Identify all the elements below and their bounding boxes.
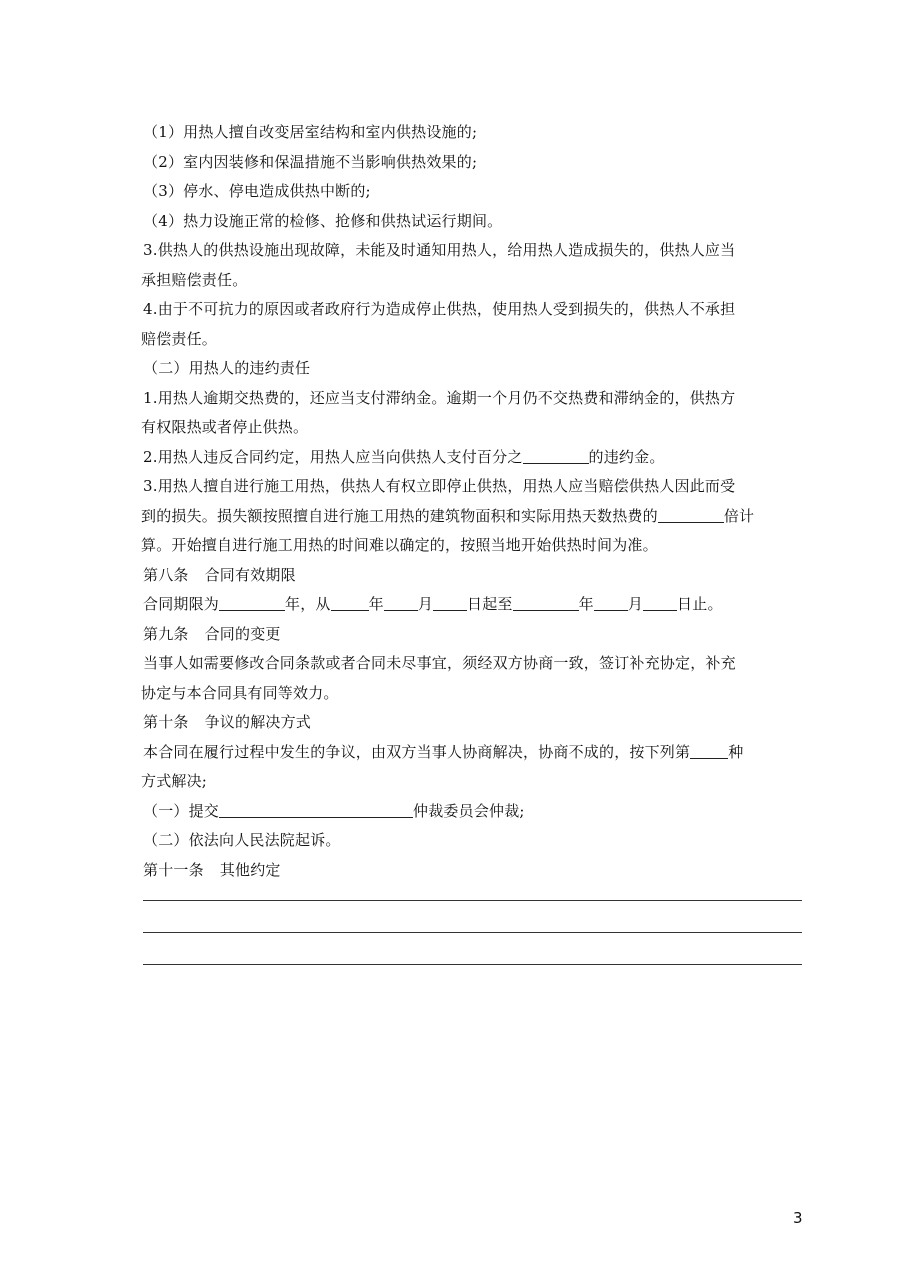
clause-line: （二）依法向人民法院起诉。: [143, 831, 341, 849]
article-heading: [143, 561, 803, 591]
clause-line: 3.用热人擅自进行施工用热，供热人有权立即停止供热，用热人应当赔偿供热人因此而受: [143, 477, 736, 495]
article-heading: [143, 856, 803, 886]
clause-text: 年: [368, 595, 384, 613]
clause-line: （4）热力设施正常的检修、抢修和供热试运行期间。: [143, 211, 503, 230]
clause-text: 的违约金。: [588, 447, 665, 466]
fill-in-line: [143, 964, 802, 965]
article-number: 第十条: [143, 713, 189, 731]
clause-text: 倍计: [723, 506, 755, 525]
clause-line: 1.用热人逾期交热费的，还应当支付滞纳金。逾期一个月仍不交热费和滞纳金的，供热方: [143, 388, 736, 407]
clause-line: （2）室内因装修和保温措施不当影响供热效果的;: [143, 152, 478, 171]
clause-text: 到的损失。损失额按照擅自进行施工用热的建筑物面积和实际用热天数热费的: [141, 506, 658, 525]
blank-arbitration: [219, 801, 413, 818]
blank-start-month: [384, 594, 418, 611]
blank-end-month: [594, 594, 628, 611]
clause-line: （3）停水、停电造成供热中断的;: [143, 182, 371, 200]
blank-percent: [523, 447, 589, 464]
document-body: [143, 118, 803, 885]
article-title: 争议的解决方式: [204, 713, 312, 731]
clause-text: 本合同在履行过程中发生的争议，由双方当事人协商解决，协商不成的，按下列第: [143, 742, 691, 761]
page-number: 3: [793, 1209, 803, 1227]
clause-text: 仲裁委员会仲裁;: [413, 801, 525, 820]
blank-start-day: [433, 594, 467, 611]
clause-line: [143, 797, 803, 827]
clause-line: 赔偿责任。: [141, 329, 218, 348]
article-number: 第九条: [143, 624, 189, 643]
clause-text: （一）提交: [143, 801, 220, 820]
clause-line: （1）用热人擅自改变居室结构和室内供热设施的;: [143, 123, 478, 141]
clause-line: 4.由于不可抗力的原因或者政府行为造成停止供热，使用热人受到损失的，供热人不承担: [143, 300, 736, 318]
clause-line: [143, 590, 803, 620]
clause-text: 日止。: [677, 595, 723, 613]
clause-line: 有权限热或者停止供热。: [141, 418, 309, 436]
clause-line: [141, 502, 803, 532]
blank-end-year: [513, 594, 579, 611]
article-heading: [143, 620, 803, 650]
fill-in-line: [143, 932, 802, 933]
clause-line: 算。开始擅自进行施工用热的时间难以确定的，按照当地开始供热时间为准。: [141, 536, 658, 554]
article-title: 合同的变更: [204, 624, 281, 643]
blank-start-year: [331, 594, 369, 611]
clause-text: 日起至: [467, 595, 513, 613]
clause-line: 协定与本合同具有同等效力。: [141, 683, 339, 702]
clause-text: 合同期限为: [143, 595, 220, 613]
clause-text: 2.用热人违反合同约定，用热人应当向供热人支付百分之: [143, 447, 523, 466]
blank-end-day: [643, 594, 677, 611]
clause-line: 方式解决;: [141, 772, 208, 790]
fill-in-line: [143, 900, 802, 901]
article-heading: [143, 708, 803, 738]
clause-line: [143, 443, 803, 473]
blank-method: [690, 742, 728, 759]
section-heading: （二）用热人的违约责任: [143, 359, 311, 377]
clause-text: 年，从: [285, 595, 331, 613]
clause-text: 月: [627, 595, 644, 613]
clause-line: 承担赔偿责任。: [141, 270, 248, 289]
article-title: 其他约定: [219, 860, 281, 879]
clause-line: 3.供热人的供热设施出现故障，未能及时通知用热人，给用热人造成损失的，供热人应当: [143, 241, 736, 259]
clause-text: 月: [417, 595, 434, 613]
clause-text: 种: [728, 742, 744, 761]
clause-line: 当事人如需要修改合同条款或者合同未尽事宜，须经双方协商一致，签订补充协定，补充: [143, 654, 736, 672]
article-number: 第八条: [143, 565, 189, 584]
clause-line: [143, 738, 803, 768]
article-number: 第十一条: [143, 860, 204, 879]
article-title: 合同有效期限: [204, 565, 296, 584]
blank-multiple: [658, 506, 724, 523]
clause-text: 年: [578, 595, 594, 613]
blank-years: [219, 594, 285, 611]
